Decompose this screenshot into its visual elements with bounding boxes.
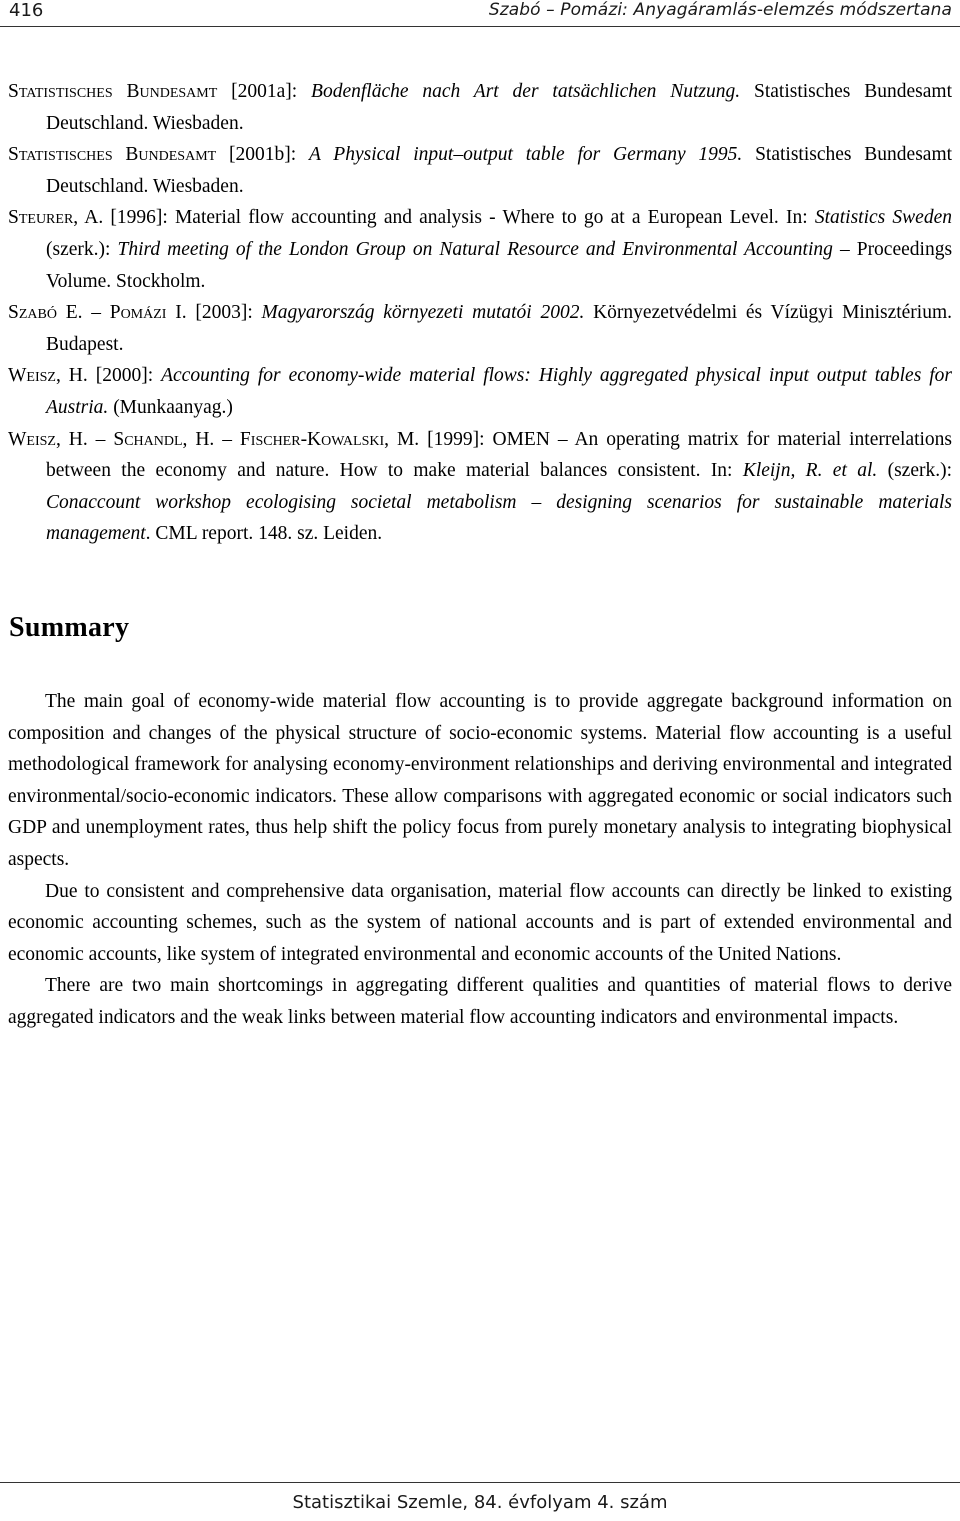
ref-title: OMEN – An operating matrix for material interrelations between the economy and nature. How to make material balances consistent. [46,428,953,482]
ref-year: [1999]: [427,428,485,450]
ref-book: Third meeting of the London Group on Natural Resource and Environmental Accounting [117,238,833,260]
running-head [0,0,960,24]
ref-publisher: (Munkaanyag.) [113,396,233,418]
ref-title: Magyarország környezeti mutatói 2002. [261,302,585,324]
summary-paragraph: There are two main shortcomings in aggregating different qualities and quantities of material flows to derive aggregated indicators and the weak links between material flow accounting indicators and environmental impacts. [8,975,952,1028]
reference-item [8,76,952,139]
ref-author: Steurer, A. [8,207,104,229]
ref-author: Weisz, H. [8,365,88,387]
summary-body [8,686,952,1034]
reference-item [8,202,952,297]
summary-paragraph: Due to consistent and comprehensive data organisation, material flow accounts can directly be linked to existing economic accounting schemes, such as the system of national accounts and is part of extended environmental and economic accounts, like system of integrated environmental and economic accounts of the United Nations. [8,880,952,965]
running-title: Szabó – Pomázi: Anyagáramlás-elemzés módszertana [488,0,952,20]
ref-title: A Physical input–output table for Germany 1995. [308,144,743,166]
ref-publisher: Statistisches Bundesamt Deutschland. Wiesbaden. [46,144,953,197]
ref-year: [1996]: [110,207,168,229]
ref-author: Statistisches Bundesamt [8,81,218,102]
ref-year: [2001b]: [229,144,297,166]
ref-publisher: Környezetvédelmi és Vízügyi Minisztérium. Budapest. [46,302,953,355]
ref-publisher: . CML report. 148. sz. Leiden. [145,523,383,545]
summary-paragraph: The main goal of economy-wide material flow accounting is to provide aggregate background information on composition and changes of the physical structure of socio-economic systems. Material flow accounting is a useful methodological framework for analysing economy-environment relationships and deriving environmental and integrated environmental/socio-economic indicators. These allow comparisons with aggregated economic or social indicators such GDP and unemployment rates, thus help shift the policy focus from purely monetary analysis to integrating biophysical aspects. [8,691,952,870]
page-number: 416 [9,0,44,21]
ref-book: Conaccount workshop ecologising societal metabolism – designing scenarios for sustainable materials management [46,491,952,545]
ref-title: Bodenfläche nach Art der tatsächlichen Nutzung. [311,81,741,102]
ref-editor: Statistics Sweden [814,207,952,229]
ref-in: In: [785,207,808,229]
ref-publisher: – Proceedings Volume. Stockholm. [46,238,953,292]
ref-ed: (szerk.): [46,238,111,260]
footer-rule [0,1482,960,1483]
reference-item [8,139,952,202]
footer-journal: Statisztikai Szemle, 84. évfolyam 4. szám [292,1492,668,1513]
header-rule [0,26,960,27]
reference-list [8,76,952,550]
reference-item [8,297,952,360]
ref-title: Accounting for economy-wide material flows: Highly aggregated physical input output tables for Austria. [46,365,953,418]
ref-in: In: [710,460,733,482]
summary-heading: Summary [9,612,130,643]
reference-item [8,360,952,423]
reference-item [8,424,952,550]
ref-ed: (szerk.): [887,460,953,482]
ref-year: [2000]: [95,365,154,387]
ref-author: Statistisches Bundesamt [8,144,217,166]
ref-year: [2001a]: [231,81,298,102]
ref-author: Szabó E. – Pomázi I. [8,302,187,324]
ref-year: [2003]: [195,302,253,324]
ref-publisher: Statistisches Bundesamt Deutschland. Wiesbaden. [46,81,952,134]
ref-author: Weisz, H. – Schandl, H. – Fischer-Kowalski, M. [8,428,420,450]
ref-title: Material flow accounting and analysis - Where to go at a European Level. [174,207,779,229]
ref-editor: Kleijn, R. et al. [742,460,878,482]
